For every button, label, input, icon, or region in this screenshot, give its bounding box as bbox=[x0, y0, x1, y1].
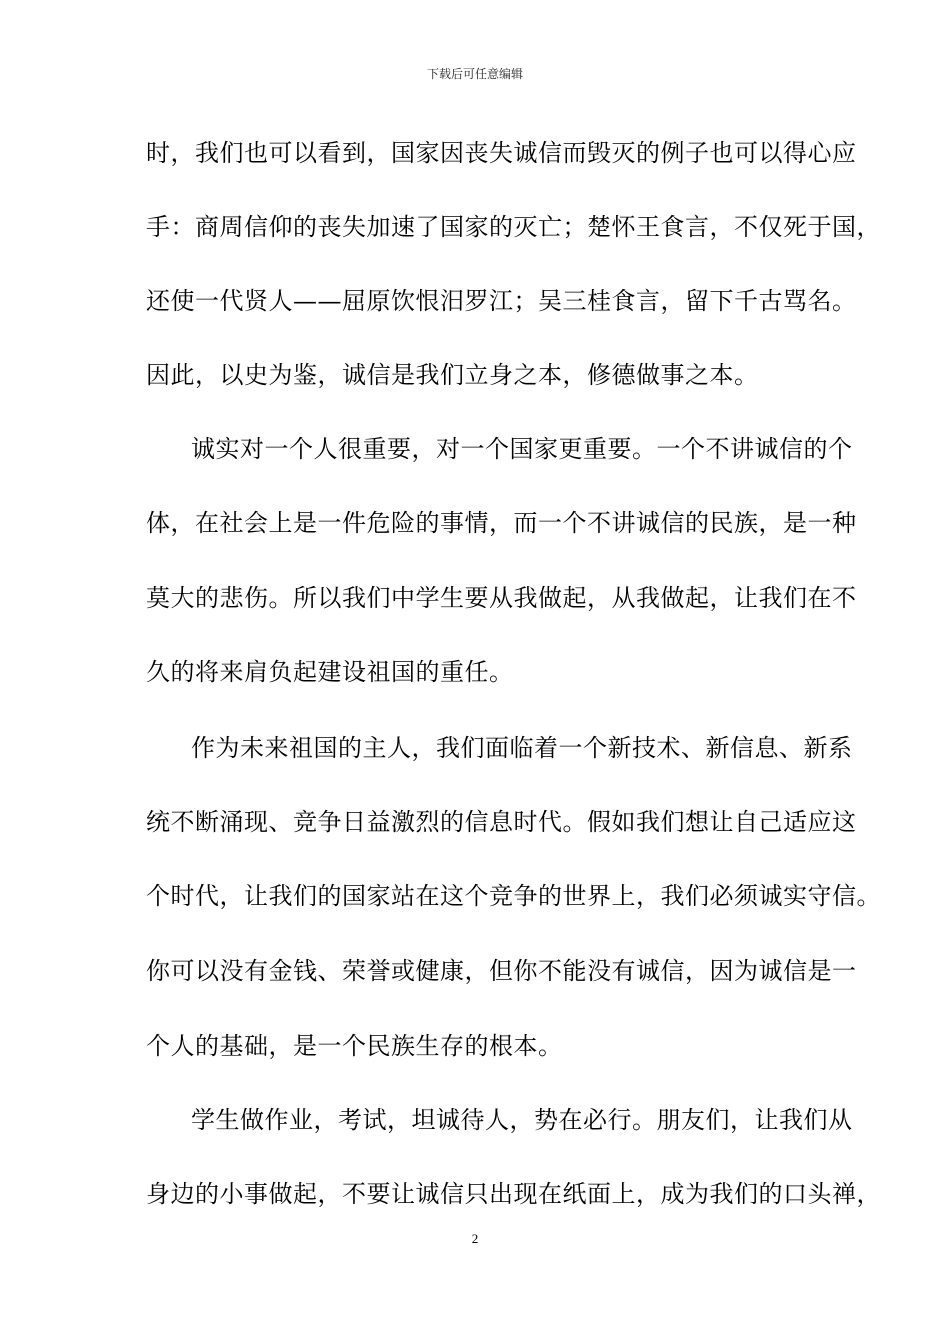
body-line: 手：商周信仰的丧失加速了国家的灭亡；楚怀王食言，不仅死于国， bbox=[146, 213, 881, 241]
paragraph-first-line: 作为未来祖国的主人，我们面临着一个新技术、新信息、新系 bbox=[191, 734, 853, 762]
body-line: 时，我们也可以看到，国家因丧失诚信而毁灭的例子也可以得心应 bbox=[146, 139, 857, 167]
body-line: 因此，以史为鉴，诚信是我们立身之本，修德做事之本。 bbox=[146, 361, 759, 389]
page-header: 下载后可任意编辑 bbox=[426, 67, 523, 81]
body-line: 你可以没有金钱、荣誉或健康，但你不能没有诚信，因为诚信是一 bbox=[146, 957, 857, 985]
paragraph-first-line: 诚实对一个人很重要，对一个国家更重要。一个不讲诚信的个 bbox=[191, 435, 853, 463]
body-line: 莫大的悲伤。所以我们中学生要从我做起，从我做起，让我们在不 bbox=[146, 584, 857, 612]
page-number: 2 bbox=[471, 1231, 479, 1246]
body-line: 还使一代贤人——屈原饮恨汨罗江；吴三桂食言，留下千古骂名。 bbox=[146, 287, 857, 315]
paragraph-first-line: 学生做作业，考试，坦诚待人，势在必行。朋友们，让我们从 bbox=[191, 1106, 853, 1134]
body-line: 身边的小事做起，不要让诚信只出现在纸面上，成为我们的口头禅， bbox=[146, 1180, 881, 1208]
body-line: 统不断涌现、竞争日益激烈的信息时代。假如我们想让自己适应这 bbox=[146, 808, 857, 836]
body-line: 个时代，让我们的国家站在这个竞争的世界上，我们必须诚实守信。 bbox=[146, 882, 881, 910]
body-line: 体，在社会上是一件危险的事情，而一个不讲诚信的民族，是一种 bbox=[146, 509, 857, 537]
body-line: 久的将来肩负起建设祖国的重任。 bbox=[146, 658, 514, 686]
body-line: 个人的基础，是一个民族生存的根本。 bbox=[146, 1032, 563, 1060]
